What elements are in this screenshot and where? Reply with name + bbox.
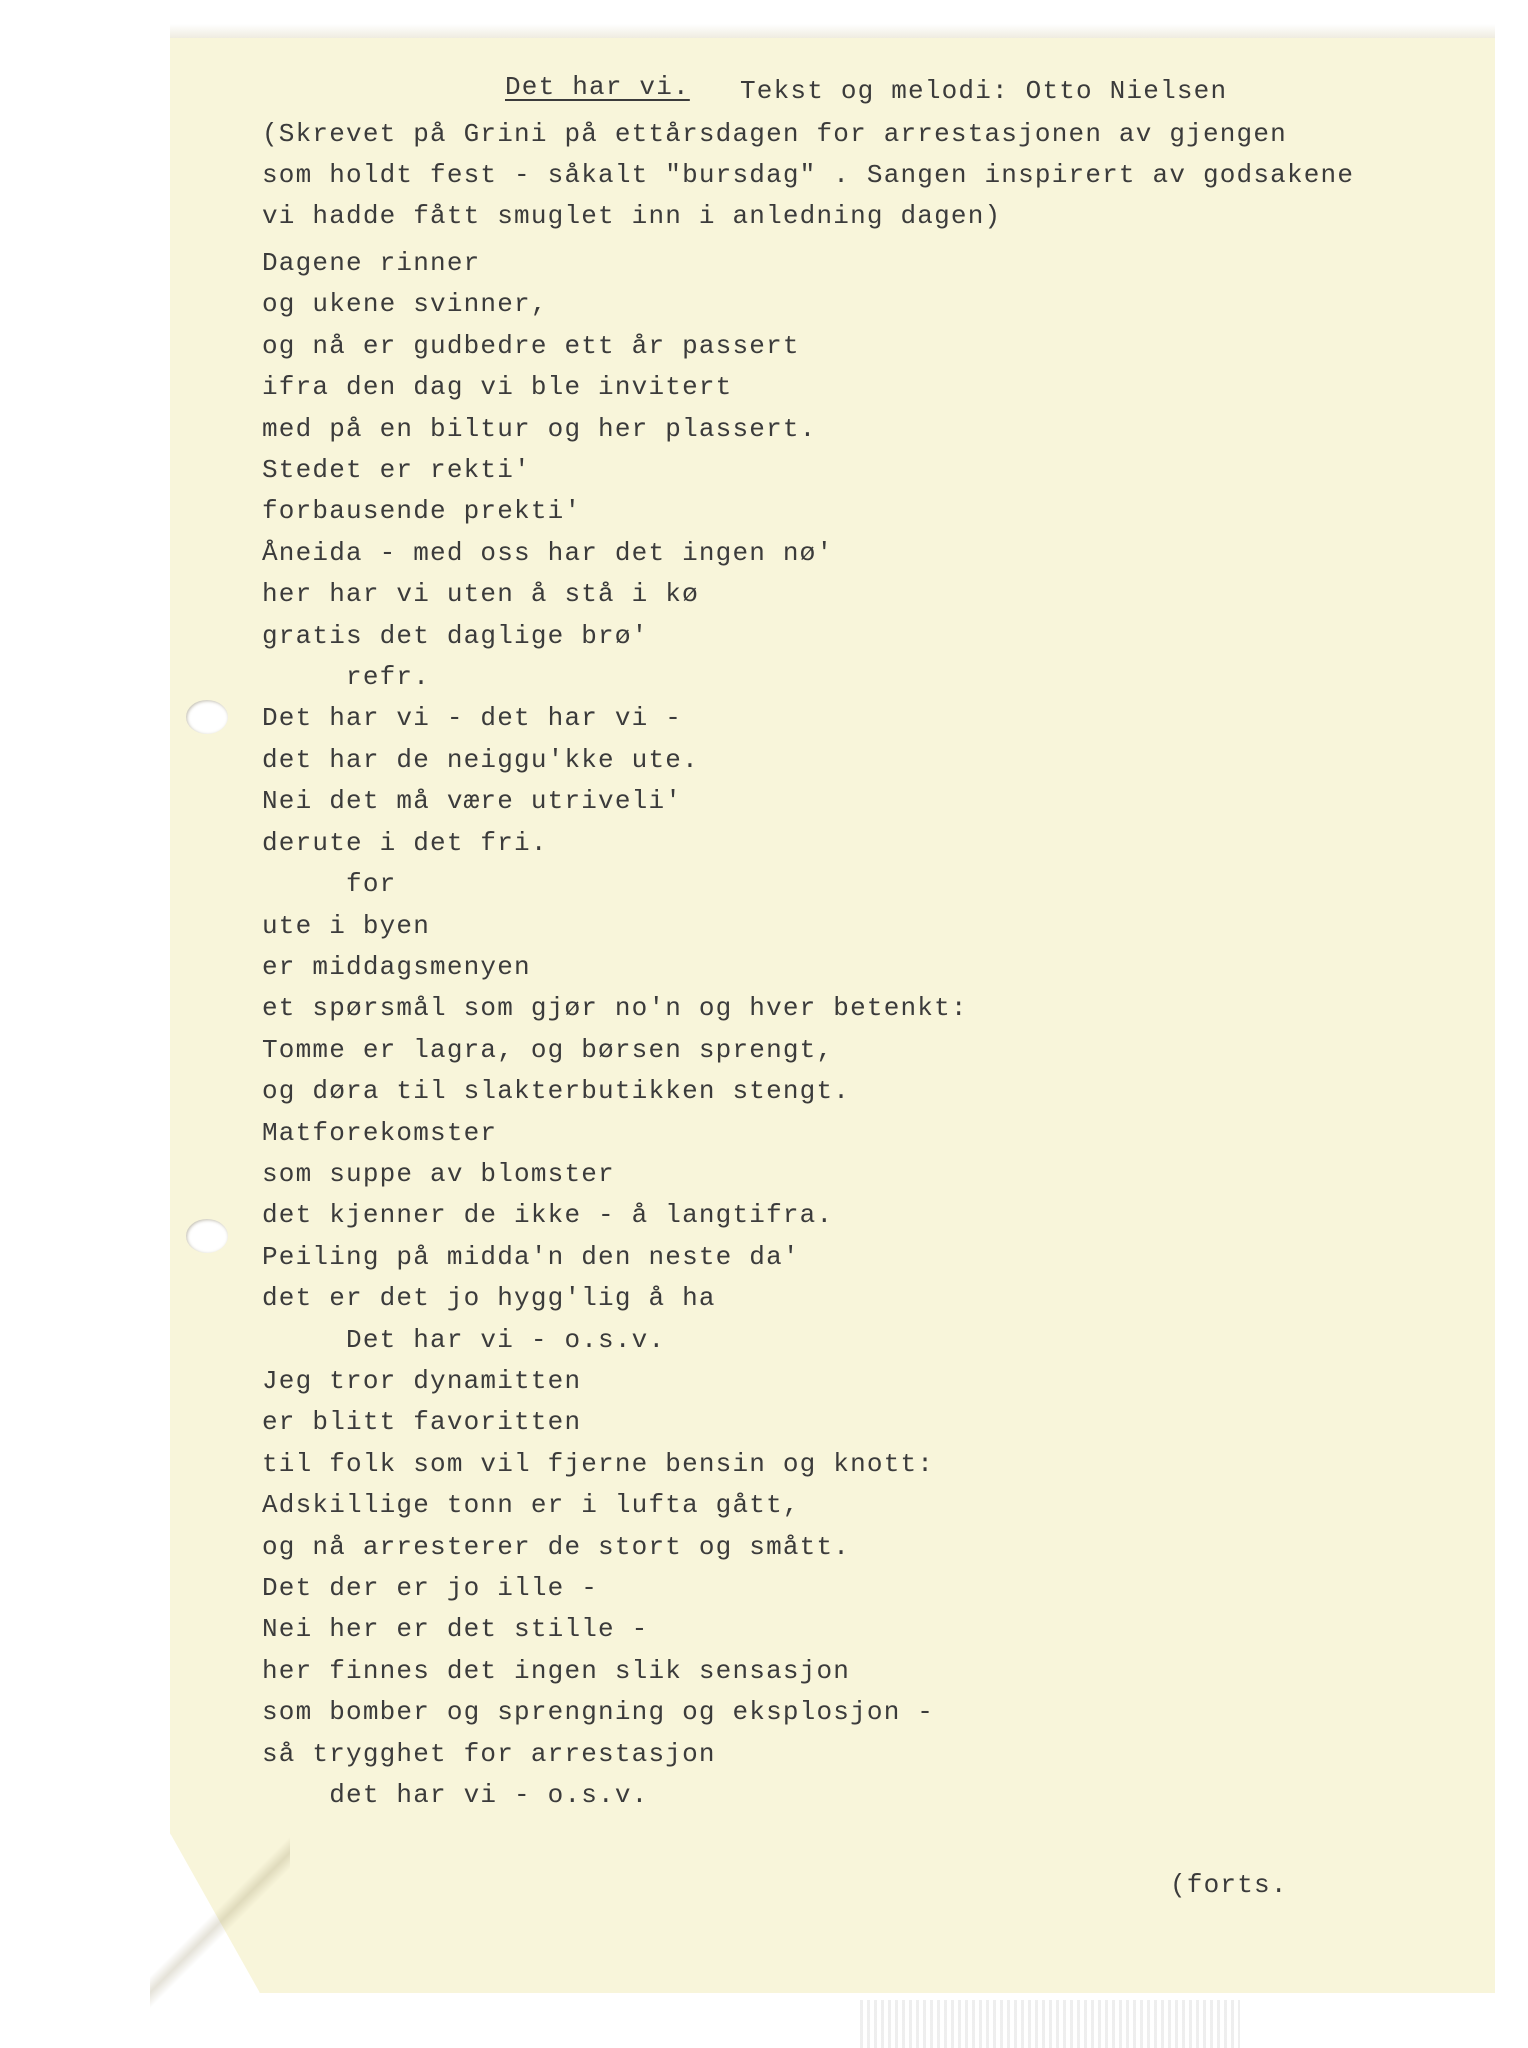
lyric-line: Stedet er rekti' xyxy=(262,455,531,486)
lyric-line: Tomme er lagra, og børsen sprengt, xyxy=(262,1034,834,1065)
lyric-line: Åneida - med oss har det ingen nø' xyxy=(262,537,834,568)
lyric-line: Adskillige tonn er i lufta gått, xyxy=(262,1490,800,1521)
lyric-line: er middagsmenyen xyxy=(262,951,531,982)
lyric-line: det er det jo hygg'lig å ha xyxy=(262,1283,716,1314)
song-title xyxy=(505,72,690,102)
lyric-line: så trygghet for arrestasjon xyxy=(262,1738,716,1769)
lyric-line: Det der er jo ille - xyxy=(262,1573,599,1603)
lyric-line: det kjenner de ikke - å langtifra. xyxy=(262,1200,834,1231)
intro-line: som holdt fest - såkalt "bursdag" . Sangen inspirert av godsakene xyxy=(262,160,1355,190)
lyric-line: og døra til slakterbutikken stengt. xyxy=(262,1076,851,1107)
lyric-line: Det har vi - det har vi - xyxy=(262,703,683,734)
song-lyrics xyxy=(262,243,968,1816)
lyric-line: et spørsmål som gjør no'n og hver betenkt: xyxy=(262,993,968,1024)
lyric-line: Dagene rinner xyxy=(262,248,481,278)
lyric-line: med på en biltur og her plassert. xyxy=(262,413,817,444)
lyric-line: forbausende prekti' xyxy=(262,496,582,527)
punch-hole xyxy=(186,1219,228,1253)
lyric-line: gratis det daglige brø' xyxy=(262,620,649,651)
lyric-line: Nei her er det stille - xyxy=(262,1614,649,1645)
lyric-line: Det har vi - o.s.v. xyxy=(262,1324,666,1355)
lyric-line: og nå er gudbedre ett år passert xyxy=(262,330,800,361)
paper-top-edge xyxy=(170,24,1495,38)
intro-note xyxy=(262,114,1354,237)
lyric-line: som bomber og sprengning og eksplosjon - xyxy=(262,1697,935,1728)
lyric-line: Jeg tror dynamitten xyxy=(262,1365,582,1396)
lyric-line: Peiling på midda'n den neste da' xyxy=(262,1241,800,1272)
lyric-line: og ukene svinner, xyxy=(262,289,548,320)
continued-note: (forts. xyxy=(1170,1870,1288,1900)
lyric-line: derute i det fri. xyxy=(262,827,548,858)
lyric-line: her har vi uten å stå i kø xyxy=(262,579,699,610)
lyric-line: og nå arresterer de stort og smått. xyxy=(262,1531,851,1562)
lyric-line: er blitt favoritten xyxy=(262,1407,582,1438)
scan-artifact xyxy=(860,2000,1240,2048)
lyric-line: det har de neiggu'kke ute. xyxy=(262,744,699,775)
lyric-line: som suppe av blomster xyxy=(262,1158,615,1189)
intro-line: vi hadde fått smuglet inn i anledning dagen) xyxy=(262,201,1002,231)
lyric-line: til folk som vil fjerne bensin og knott: xyxy=(262,1448,935,1479)
lyric-line: det har vi - o.s.v. xyxy=(262,1780,649,1811)
lyric-line: for xyxy=(262,869,397,900)
punch-hole xyxy=(186,700,228,734)
lyric-line: Nei det må være utriveli' xyxy=(262,786,683,817)
lyric-line: her finnes det ingen slik sensasjon xyxy=(262,1655,851,1686)
lyric-line: ifra den dag vi ble invitert xyxy=(262,372,733,403)
lyric-line: ute i byen xyxy=(262,910,431,941)
song-title-text: Det har vi. xyxy=(505,72,690,102)
song-credits: Tekst og melodi: Otto Nielsen xyxy=(740,76,1228,106)
intro-line: (Skrevet på Grini på ettårsdagen for arrestasjonen av gjengen xyxy=(262,119,1287,149)
lyric-line: Matforekomster xyxy=(262,1117,498,1148)
lyric-line: refr. xyxy=(262,662,431,693)
